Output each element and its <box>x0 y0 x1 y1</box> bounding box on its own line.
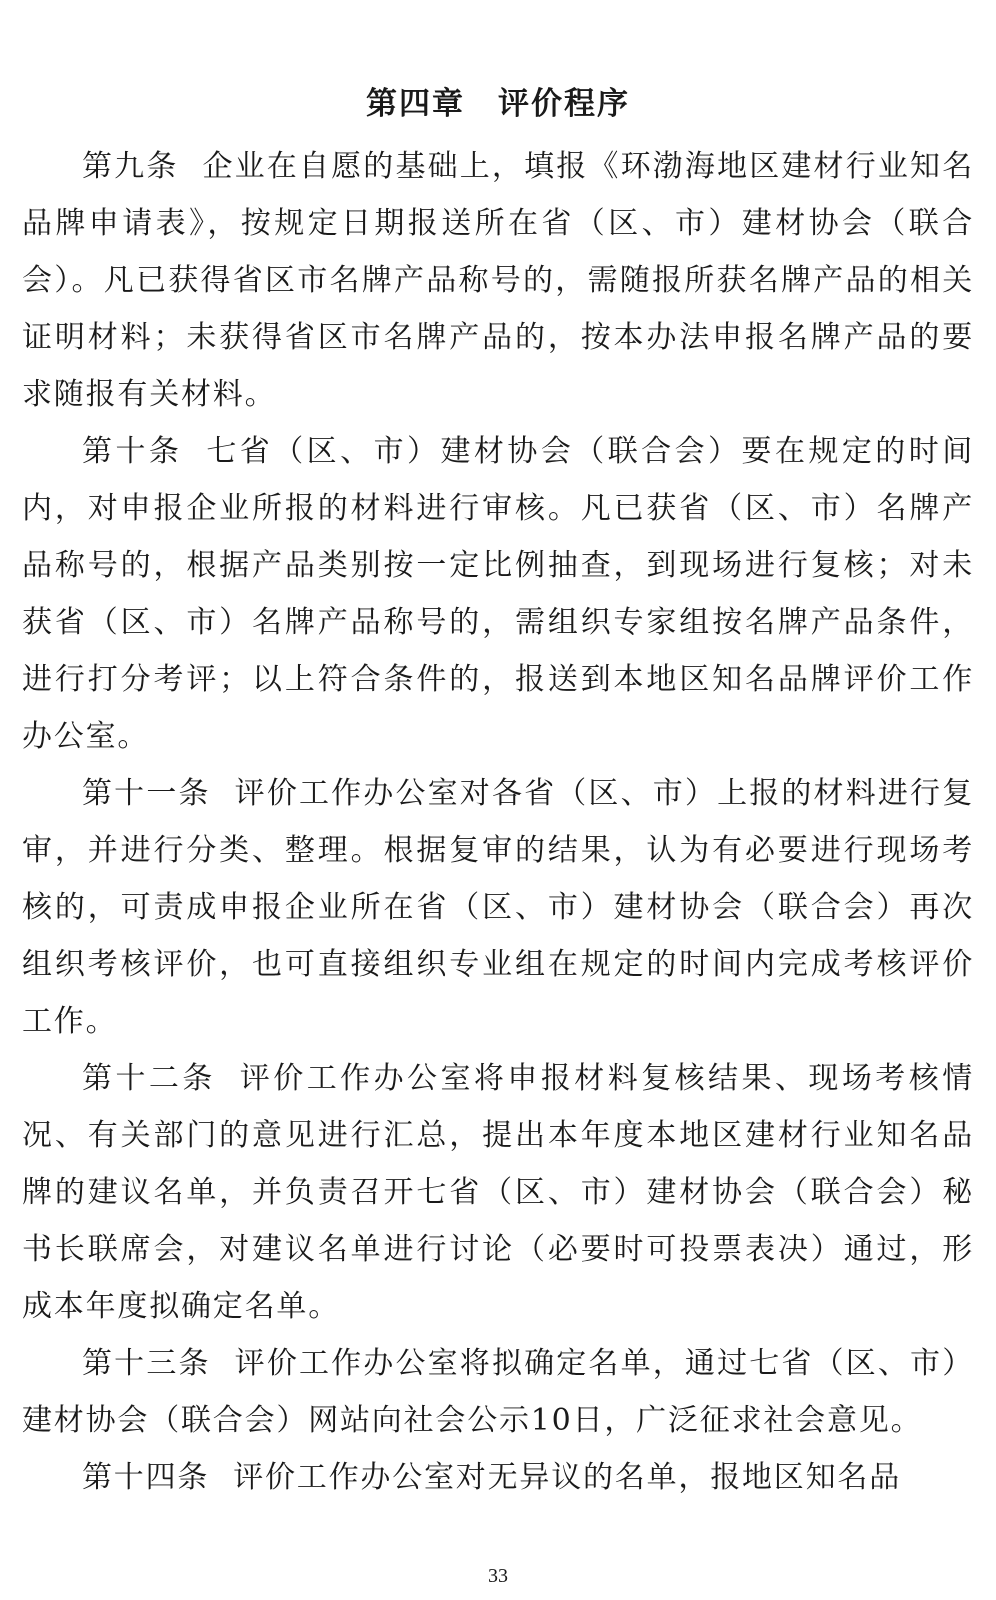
article-number: 第十二条 <box>82 1061 216 1096</box>
article-text: 评价工作办公室对各省（区、市）上报的材料进行复审，并进行分类、整理。根据复审的结果，认为有必要进行现场考核的，可责成申报企业所在省（区、市）建材协会（联合会）再次组织考核评价，也可直接组织专业组在规定的时间内完成考核评价工作。 <box>22 776 975 1039</box>
article-text: 七省（区、市）建材协会（联合会）要在规定的时间内，对申报企业所报的材料进行审核。凡已获省（区、市）名牌产品称号的，根据产品类别按一定比例抽查，到现场进行复核；对未获省（区、市）名牌产品称号的，需组织专家组按名牌产品条件，进行打分考评；以上符合条件的，报送到本地区知名品牌评价工作办公室。 <box>22 434 974 754</box>
article-11 <box>22 765 974 1050</box>
article-text: 企业在自愿的基础上，填报《环渤海地区建材行业知名品牌申请表》，按规定日期报送所在省（区、市）建材协会（联合会）。凡已获得省区市名牌产品称号的，需随报所获名牌产品的相关证明材料；未获得省区市名牌产品的，按本办法申报名牌产品的要求随报有关材料。 <box>22 149 974 412</box>
article-12 <box>22 1050 974 1335</box>
article-text: 评价工作办公室将申报材料复核结果、现场考核情况、有关部门的意见进行汇总，提出本年度本地区建材行业知名品牌的建议名单，并负责召开七省（区、市）建材协会（联合会）秘书长联席会，对建议名单进行讨论（必要时可投票表决）通过，形成本年度拟确定名单。 <box>22 1061 974 1324</box>
article-number: 第十条 <box>82 434 183 469</box>
article-text: 评价工作办公室对无异议的名单，报地区知名品 <box>233 1460 902 1495</box>
article-number: 第十三条 <box>82 1346 211 1381</box>
article-13 <box>22 1335 974 1449</box>
article-9 <box>22 138 974 423</box>
page-number: 33 <box>488 1565 508 1587</box>
article-number: 第十四条 <box>82 1460 210 1495</box>
document-page <box>22 76 974 1506</box>
article-10 <box>22 423 974 765</box>
article-text: 评价工作办公室将拟确定名单，通过七省（区、市）建材协会（联合会）网站向社会公示10日，广泛征求社会意见。 <box>22 1346 975 1438</box>
article-14 <box>22 1449 974 1506</box>
article-number: 第九条 <box>82 149 179 184</box>
chapter-title: 第四章 评价程序 <box>366 86 630 122</box>
article-number: 第十一条 <box>82 776 211 811</box>
